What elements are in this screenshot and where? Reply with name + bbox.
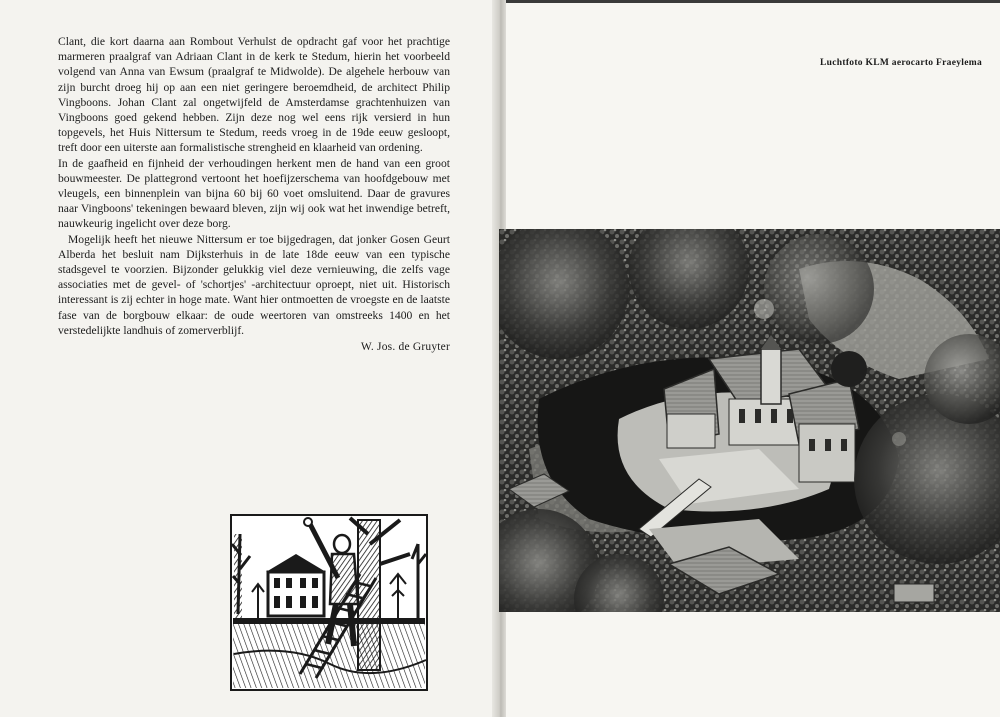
paragraph-1: Clant, die kort daarna aan Rombout Verhulst de opdracht gaf voor het prachtige marmeren praalgraf van Adriaan Clant in de kerk te Stedum, hierin het voorbeeld volgend van Anna van Ewsum (praalgraf te Midwolde). De algehele herbouw van zijn burcht droeg hij op aan een niet geringere beroemdheid, de architect Philip Vingboons. Johan Clant zal ongetwijfeld de Amsterdamse grachtenhuizen van Vingboons goed gekend hebben. Zijn deze nog wel eens rijk versierd in hun topgevels, het Huis Nittersum te Stedum, reeds vroeg in de 19de eeuw gesloopt, treft door een uiterste aan formalistische strengheid en klaarheid van ordening. <box>58 35 450 155</box>
author-signature: W. Jos. de Gruyter <box>360 341 450 353</box>
aerial-photograph <box>499 229 1000 612</box>
photo-credit: Luchtfoto KLM aerocarto Fraeylema <box>820 58 982 68</box>
left-page <box>0 0 497 717</box>
paragraph-2: In de gaafheid en fijnheid der verhoudingen herkent men de hand van een groot bouwmeester. De plattegrond vertoont het hoefijzerschema van hoofdgebouw met vleugels, een binnenplein van bijna 60 bij 60 voet omsluitend. Daar de gravures naar Vingboons' tekeningen bewaard bleven, zijn wij ook wat het inwendige betreft, nauwkeurig ingelicht over deze borg. <box>58 156 450 231</box>
body-text <box>58 34 450 338</box>
page-top-edge <box>506 0 1000 3</box>
woodcut-illustration <box>230 514 428 691</box>
paragraph-3: Mogelijk heeft het nieuwe Nittersum er toe bijgedragen, dat jonker Gosen Geurt Alberda het besluit nam Dijksterhuis in de late 18de eeuw van een typische stadsgevel te voorzien. Bijzonder gelukkig viel deze vernieuwing, die zelfs vage associaties met de gevel- of 'schortjes' -architectuur oproept, niet uit. Historisch interessant is zij echter in hoge mate. Want hier ontmoetten de vroegste en de laatste fase van de borgbouw elkaar: de oude weertoren van omstreeks 1400 en het verstedelijkte landhuis of zomerverblijf. <box>58 232 450 337</box>
